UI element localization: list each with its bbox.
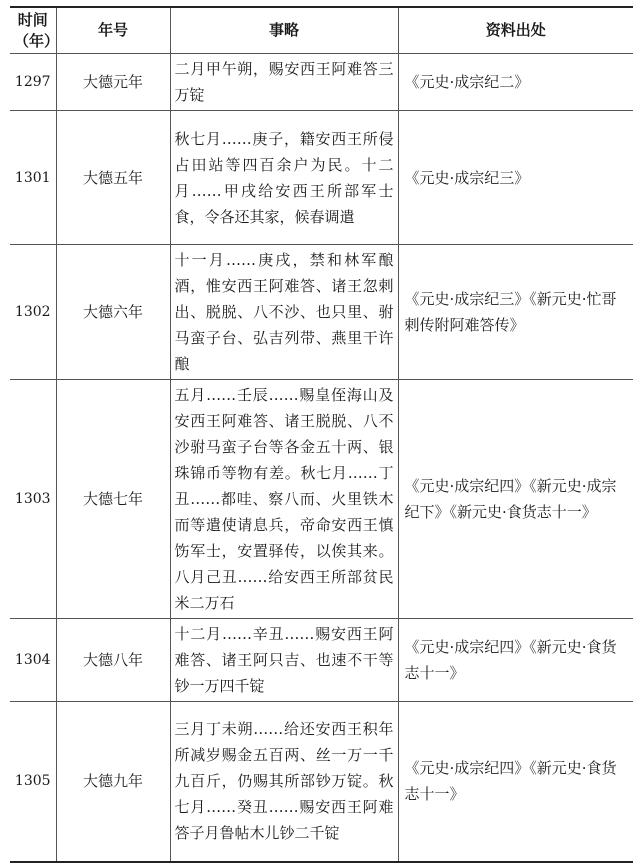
era-cell: 大德九年 (56, 702, 170, 862)
table-header-row (10, 7, 633, 54)
header-events: 事略 (170, 7, 398, 54)
table-row (10, 619, 633, 702)
chronology-table (10, 6, 633, 863)
header-year-line2: （年） (14, 31, 60, 50)
source-cell: 《元史·成宗纪四》《新元史·成宗纪下》《新元史·食货志十一》 (398, 380, 633, 619)
era-cell: 大德六年 (56, 245, 170, 380)
era-cell: 大德元年 (56, 54, 170, 111)
table-row (10, 54, 633, 111)
events-cell: 十二月……辛丑……赐安西王阿难答、诸王阿只吉、也速不干等钞一万四千锭 (170, 619, 398, 702)
year-cell: 1303 (10, 380, 56, 619)
events-cell: 五月……壬辰……赐皇侄海山及安西王阿难答、诸王脱脱、八不沙驸马蛮子台等各金五十两、银珠锦币等物有差。秋七月……丁丑……都哇、察八而、火里铁木而等遣使请息兵，帝命安西王慎饬军士，安置驿传，以俟其来。八月己丑……给安西王所部贫民米二万石 (170, 380, 398, 619)
era-cell: 大德五年 (56, 111, 170, 245)
table-row (10, 702, 633, 862)
table-row (10, 380, 633, 619)
source-cell: 《元史·成宗纪四》《新元史·食货志十一》 (398, 619, 633, 702)
table-row (10, 111, 633, 245)
header-year (10, 7, 60, 54)
table-row (10, 245, 633, 380)
header-source: 资料出处 (398, 7, 633, 54)
source-cell: 《元史·成宗纪三》 (398, 111, 633, 245)
era-cell: 大德七年 (56, 380, 170, 619)
events-cell: 二月甲午朔，赐安西王阿难答三万锭 (170, 54, 398, 111)
source-cell: 《元史·成宗纪四》《新元史·食货志十一》 (398, 702, 633, 862)
year-cell: 1302 (10, 245, 56, 380)
year-cell: 1297 (10, 54, 56, 111)
year-cell: 1301 (10, 111, 56, 245)
events-cell: 秋七月……庚子，籍安西王所侵占田站等四百余户为民。十二月……甲戌给安西王所部军士食，令各还其家，候春调遣 (170, 111, 398, 245)
header-era: 年号 (56, 7, 170, 54)
events-cell: 十一月……庚戌，禁和林军酿酒，惟安西王阿难答、诸王忽剌出、脱脱、八不沙、也只里、驸马蛮子台、弘吉列带、燕里干许酿 (170, 245, 398, 380)
era-cell: 大德八年 (56, 619, 170, 702)
header-year-line1: 时间 (17, 10, 48, 29)
events-cell: 三月丁未朔……给还安西王积年所减岁赐金五百两、丝一万一千九百斤，仍赐其所部钞万锭。秋七月……癸丑……赐安西王阿难答子月鲁帖木儿钞二千锭 (170, 702, 398, 862)
year-cell: 1304 (10, 619, 56, 702)
source-cell: 《元史·成宗纪三》《新元史·忙哥剌传附阿难答传》 (398, 245, 633, 380)
source-cell: 《元史·成宗纪二》 (398, 54, 633, 111)
year-cell: 1305 (10, 702, 56, 862)
